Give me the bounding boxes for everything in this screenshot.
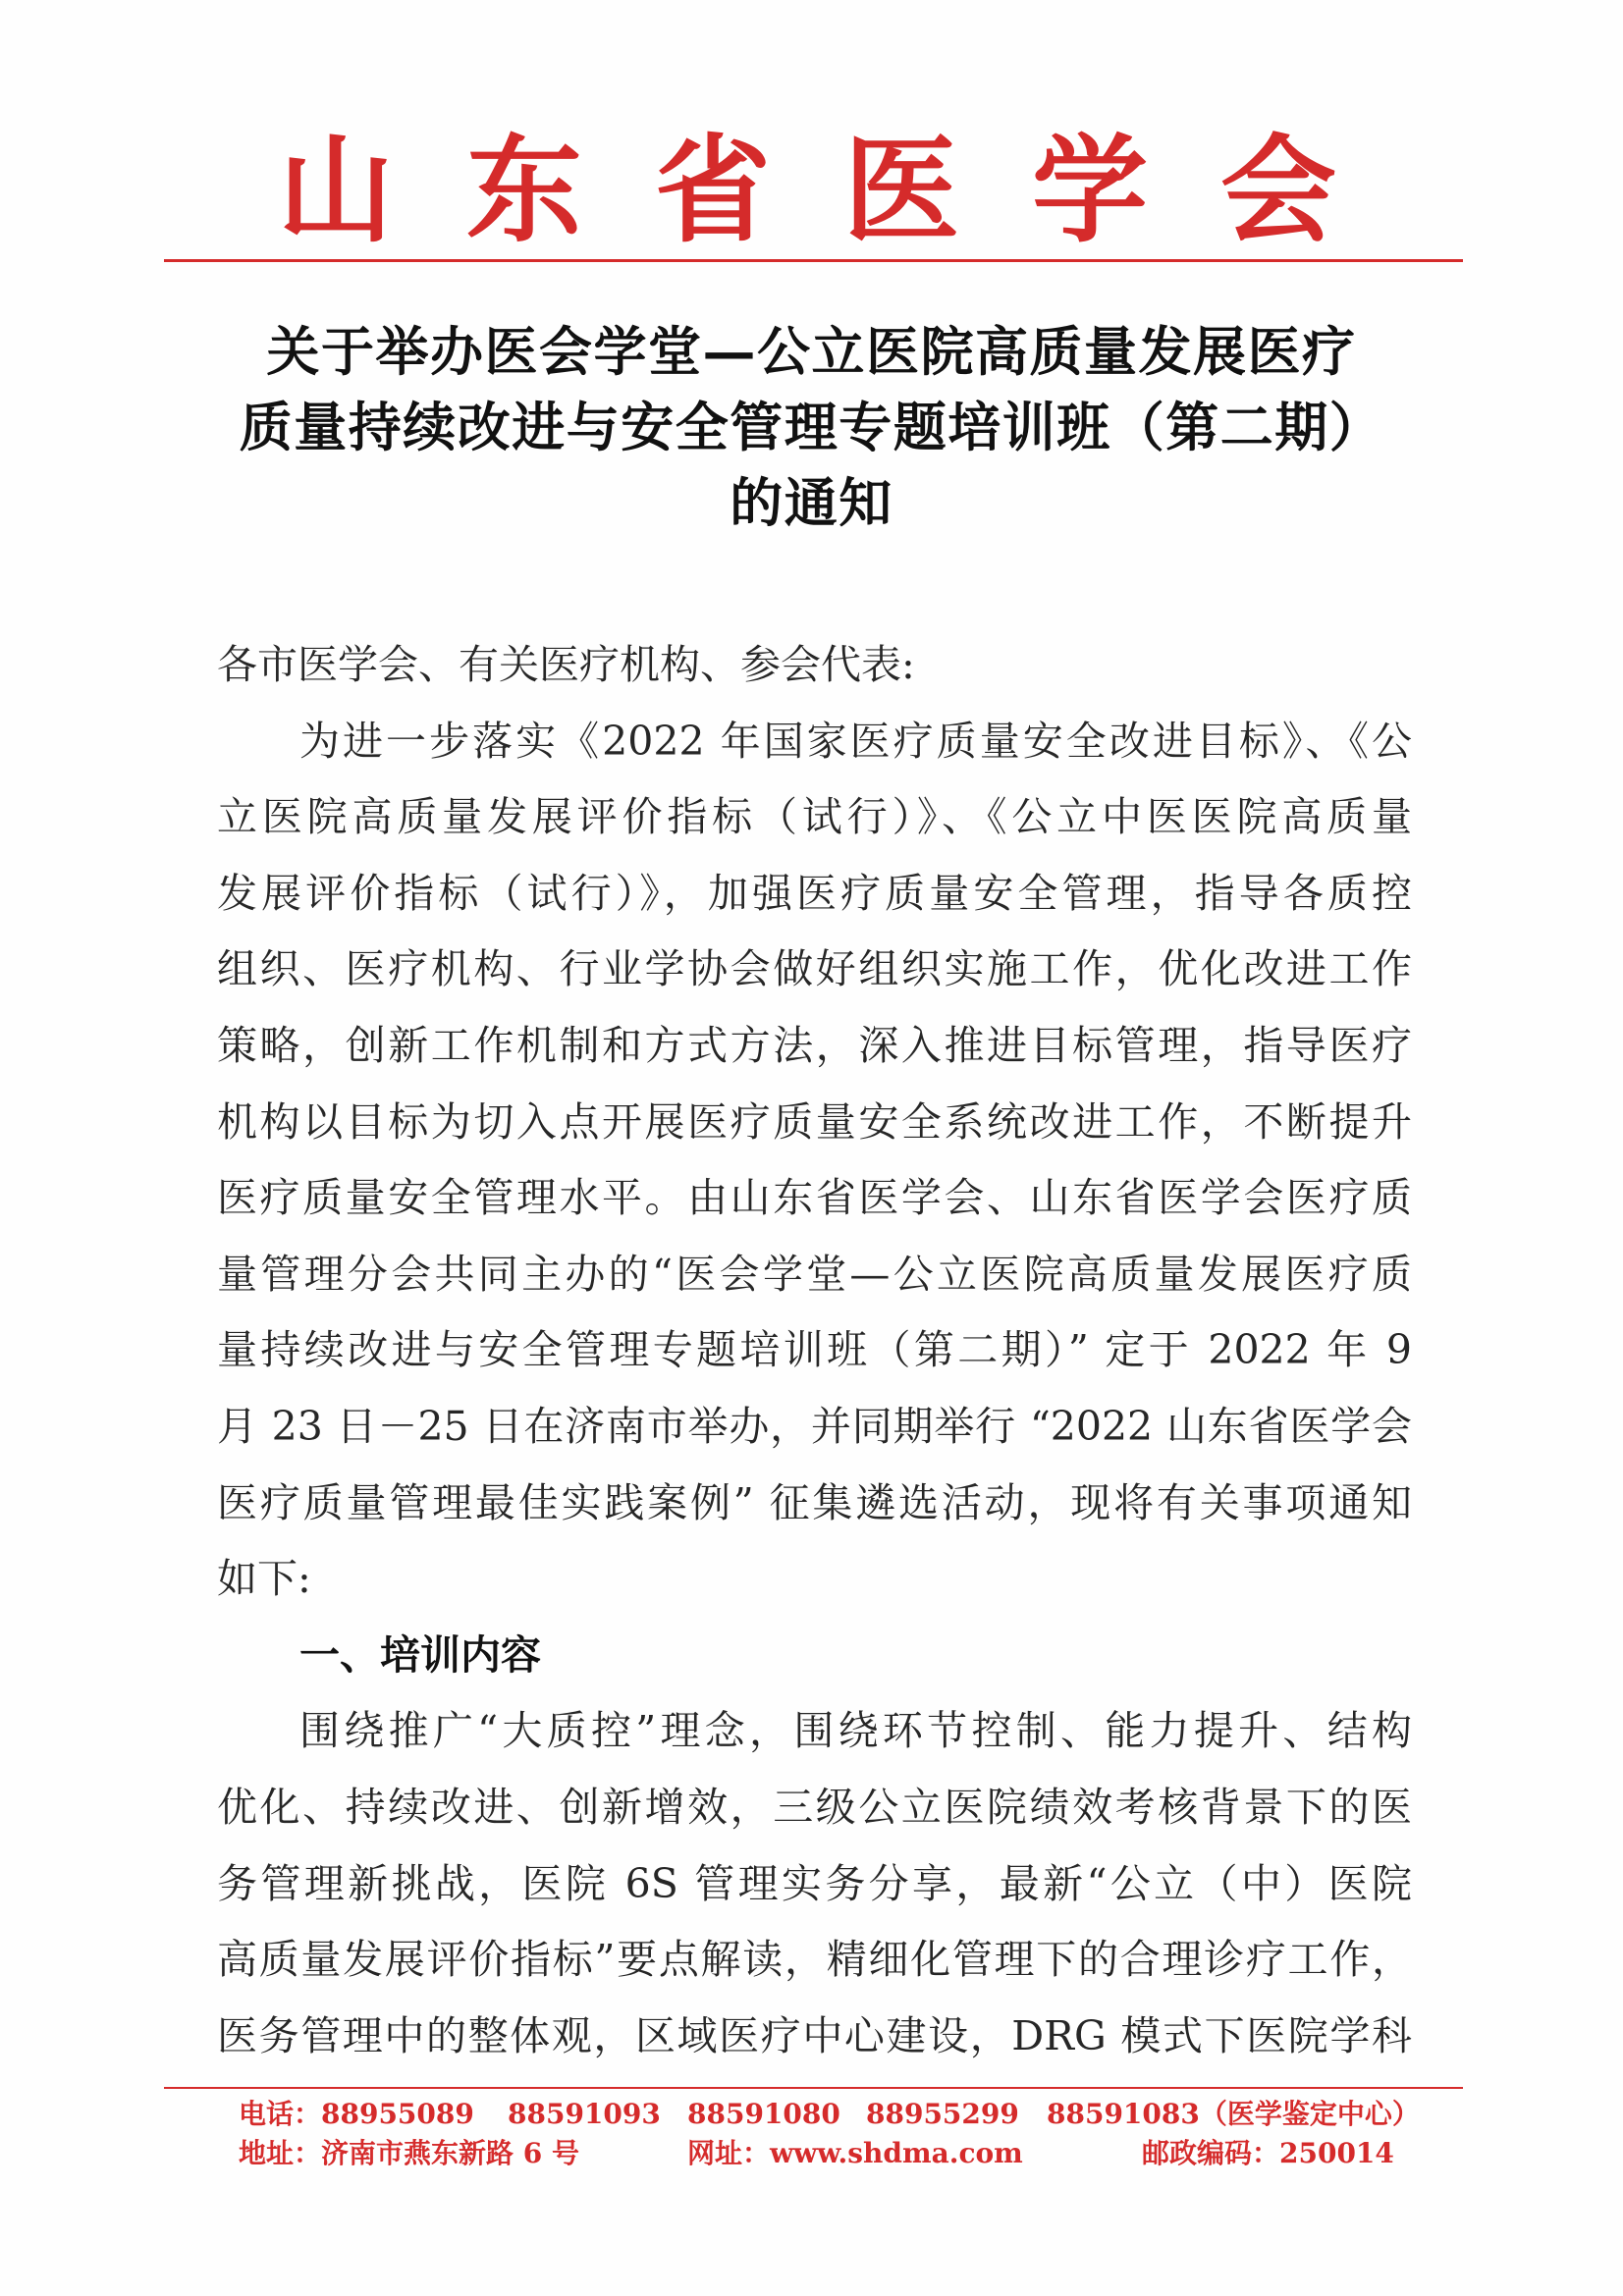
- body-line: 为进一步落实《2022 年国家医疗质量安全改进目标》、《公: [299, 717, 1412, 765]
- body-line: 立医院高质量发展评价指标（试行）》、《公立中医医院高质量: [217, 793, 1412, 841]
- body-line: 月 23 日－25 日在济南市举办，并同期举行 “2022 山东省医学会: [217, 1402, 1412, 1450]
- body-line: 发展评价指标（试行）》，加强医疗质量安全管理，指导各质控: [217, 869, 1412, 917]
- body-line: 医疗质量管理最佳实践案例” 征集遴选活动，现将有关事项通知: [217, 1478, 1412, 1526]
- section-heading: 一、培训内容: [299, 1630, 541, 1679]
- body-line: 高质量发展评价指标”要点解读，精细化管理下的合理诊疗工作，: [217, 1936, 1412, 1984]
- notice-title-line: 关于举办医会学堂—公立医院高质量发展医疗: [266, 320, 1357, 383]
- letterhead-org-name: 山东省医学会: [278, 122, 1410, 258]
- body-line: 机构以目标为切入点开展医疗质量安全系统改进工作，不断提升: [217, 1097, 1412, 1146]
- footer-rule: [164, 2087, 1463, 2089]
- body-line: 如下:: [217, 1555, 311, 1603]
- letterhead-rule: [164, 259, 1463, 262]
- body-line: 医务管理中的整体观，区域医疗中心建设，DRG 模式下医院学科: [217, 2011, 1412, 2059]
- body-line: 组织、医疗机构、行业学协会做好组织实施工作，优化改进工作: [217, 945, 1412, 993]
- notice-title-line: 质量持续改进与安全管理专题培训班（第二期）: [239, 396, 1384, 458]
- body-line: 医疗质量安全管理水平。由山东省医学会、山东省医学会医疗质: [217, 1174, 1412, 1222]
- footer-phone: 88591080: [687, 2098, 840, 2130]
- body-line: 量持续改进与安全管理专题培训班（第二期）” 定于 2022 年 9: [217, 1326, 1412, 1374]
- notice-title: [0, 314, 1623, 541]
- footer-phone: 88591093: [508, 2098, 661, 2130]
- notice-body: [217, 627, 1412, 2074]
- footer-website: 网址：www.shdma.com: [687, 2137, 1023, 2169]
- notice-title-line: 的通知: [730, 471, 893, 534]
- salutation: 各市医学会、有关医疗机构、参会代表:: [217, 641, 915, 688]
- footer-phone: 88955299: [866, 2098, 1019, 2130]
- body-line: 优化、持续改进、创新增效，三级公立医院绩效考核背景下的医: [217, 1783, 1412, 1831]
- body-line: 务管理新挑战，医院 6S 管理实务分享，最新“公立（中）医院: [217, 1859, 1412, 1907]
- body-line: 围绕推广“大质控”理念，围绕环节控制、能力提升、结构: [299, 1707, 1412, 1755]
- footer-address: 地址：济南市燕东新路 6 号: [239, 2137, 579, 2169]
- footer-postcode: 邮政编码：250014: [1142, 2137, 1394, 2169]
- footer-phone: 电话：88955089: [239, 2098, 474, 2130]
- body-line: 量管理分会共同主办的“医会学堂—公立医院高质量发展医疗质: [217, 1250, 1412, 1298]
- body-line: 策略，创新工作机制和方式方法，深入推进目标管理，指导医疗: [217, 1021, 1412, 1069]
- footer-phone: 88591083（医学鉴定中心）: [1047, 2098, 1420, 2130]
